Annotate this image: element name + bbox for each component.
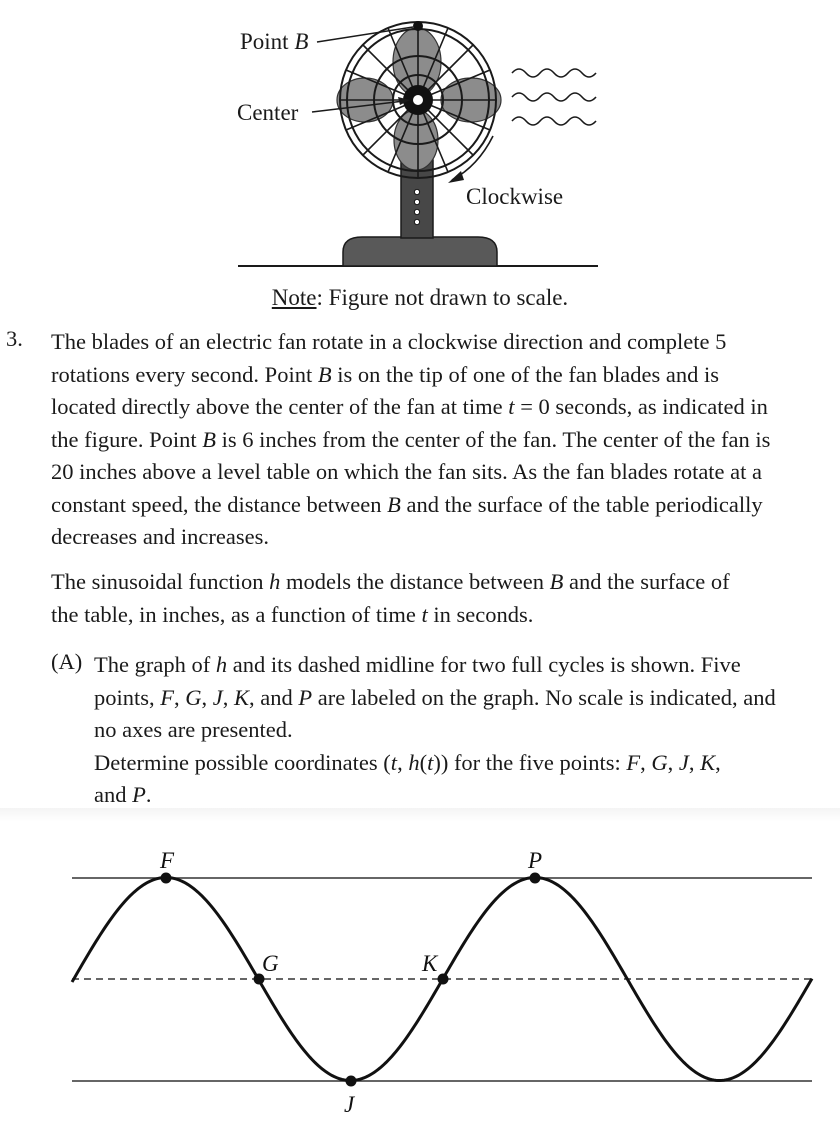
text-line: The graph of h and its dashed midline for two full cycles is shown. Five	[94, 652, 741, 677]
figure-note	[0, 285, 840, 311]
fan-center-dot	[413, 95, 423, 105]
label-f: F	[160, 848, 175, 873]
text-line: and P.	[94, 782, 152, 807]
note-prefix: Note	[271, 285, 317, 310]
text-line: rotations every second. Point B is on the tip of one of the fan blades and is	[51, 361, 719, 387]
text-line: The blades of an electric fan rotate in a clockwise direction and complete 5	[51, 329, 727, 354]
label-g: G	[262, 951, 279, 976]
point-f	[161, 873, 172, 884]
label-p: P	[528, 848, 543, 873]
fan-figure	[0, 0, 840, 320]
point-k	[438, 974, 449, 985]
clockwise-arrowhead	[448, 171, 464, 183]
text-line: Determine possible coordinates (t, h(t)) for the five points: F, G, J, K,	[94, 749, 721, 775]
point-b-marker	[413, 21, 423, 31]
label-center: Center	[237, 100, 299, 125]
fan-base	[343, 237, 497, 266]
label-j: J	[344, 1092, 355, 1117]
point-p	[530, 873, 541, 884]
part-a-label: (A)	[51, 649, 83, 674]
text-line: the figure. Point B is 6 inches from the center of the fan. The center of the fan is	[51, 426, 771, 452]
wind-waves	[512, 69, 596, 125]
text-line: 20 inches above a level table on which the fan sits. As the fan blades rotate at a	[51, 459, 763, 484]
text-line: constant speed, the distance between B and the surface of the table periodically	[51, 491, 763, 517]
text-line: the table, in inches, as a function of time t in seconds.	[51, 601, 534, 627]
note-text: : Figure not drawn to scale.	[316, 285, 569, 310]
label-k: K	[422, 951, 438, 976]
text-line: points, F, G, J, K, and P are labeled on the graph. No scale is indicated, and	[94, 684, 776, 710]
sinusoid-graph	[0, 820, 840, 1124]
text-line: The sinusoidal function h models the distance between B and the surface of	[51, 569, 730, 594]
label-clockwise: Clockwise	[466, 184, 564, 209]
question-paragraph-2	[51, 566, 836, 631]
point-j	[346, 1076, 357, 1087]
text-line: located directly above the center of the fan at time t = 0 seconds, as indicated in	[51, 394, 768, 419]
part-a-text	[94, 649, 834, 812]
text-line: no axes are presented.	[94, 717, 293, 742]
question-number: 3.	[6, 326, 23, 351]
text-line: decreases and increases.	[51, 524, 270, 549]
label-point-b: Point B	[240, 29, 309, 54]
question-paragraph-1	[51, 326, 836, 554]
